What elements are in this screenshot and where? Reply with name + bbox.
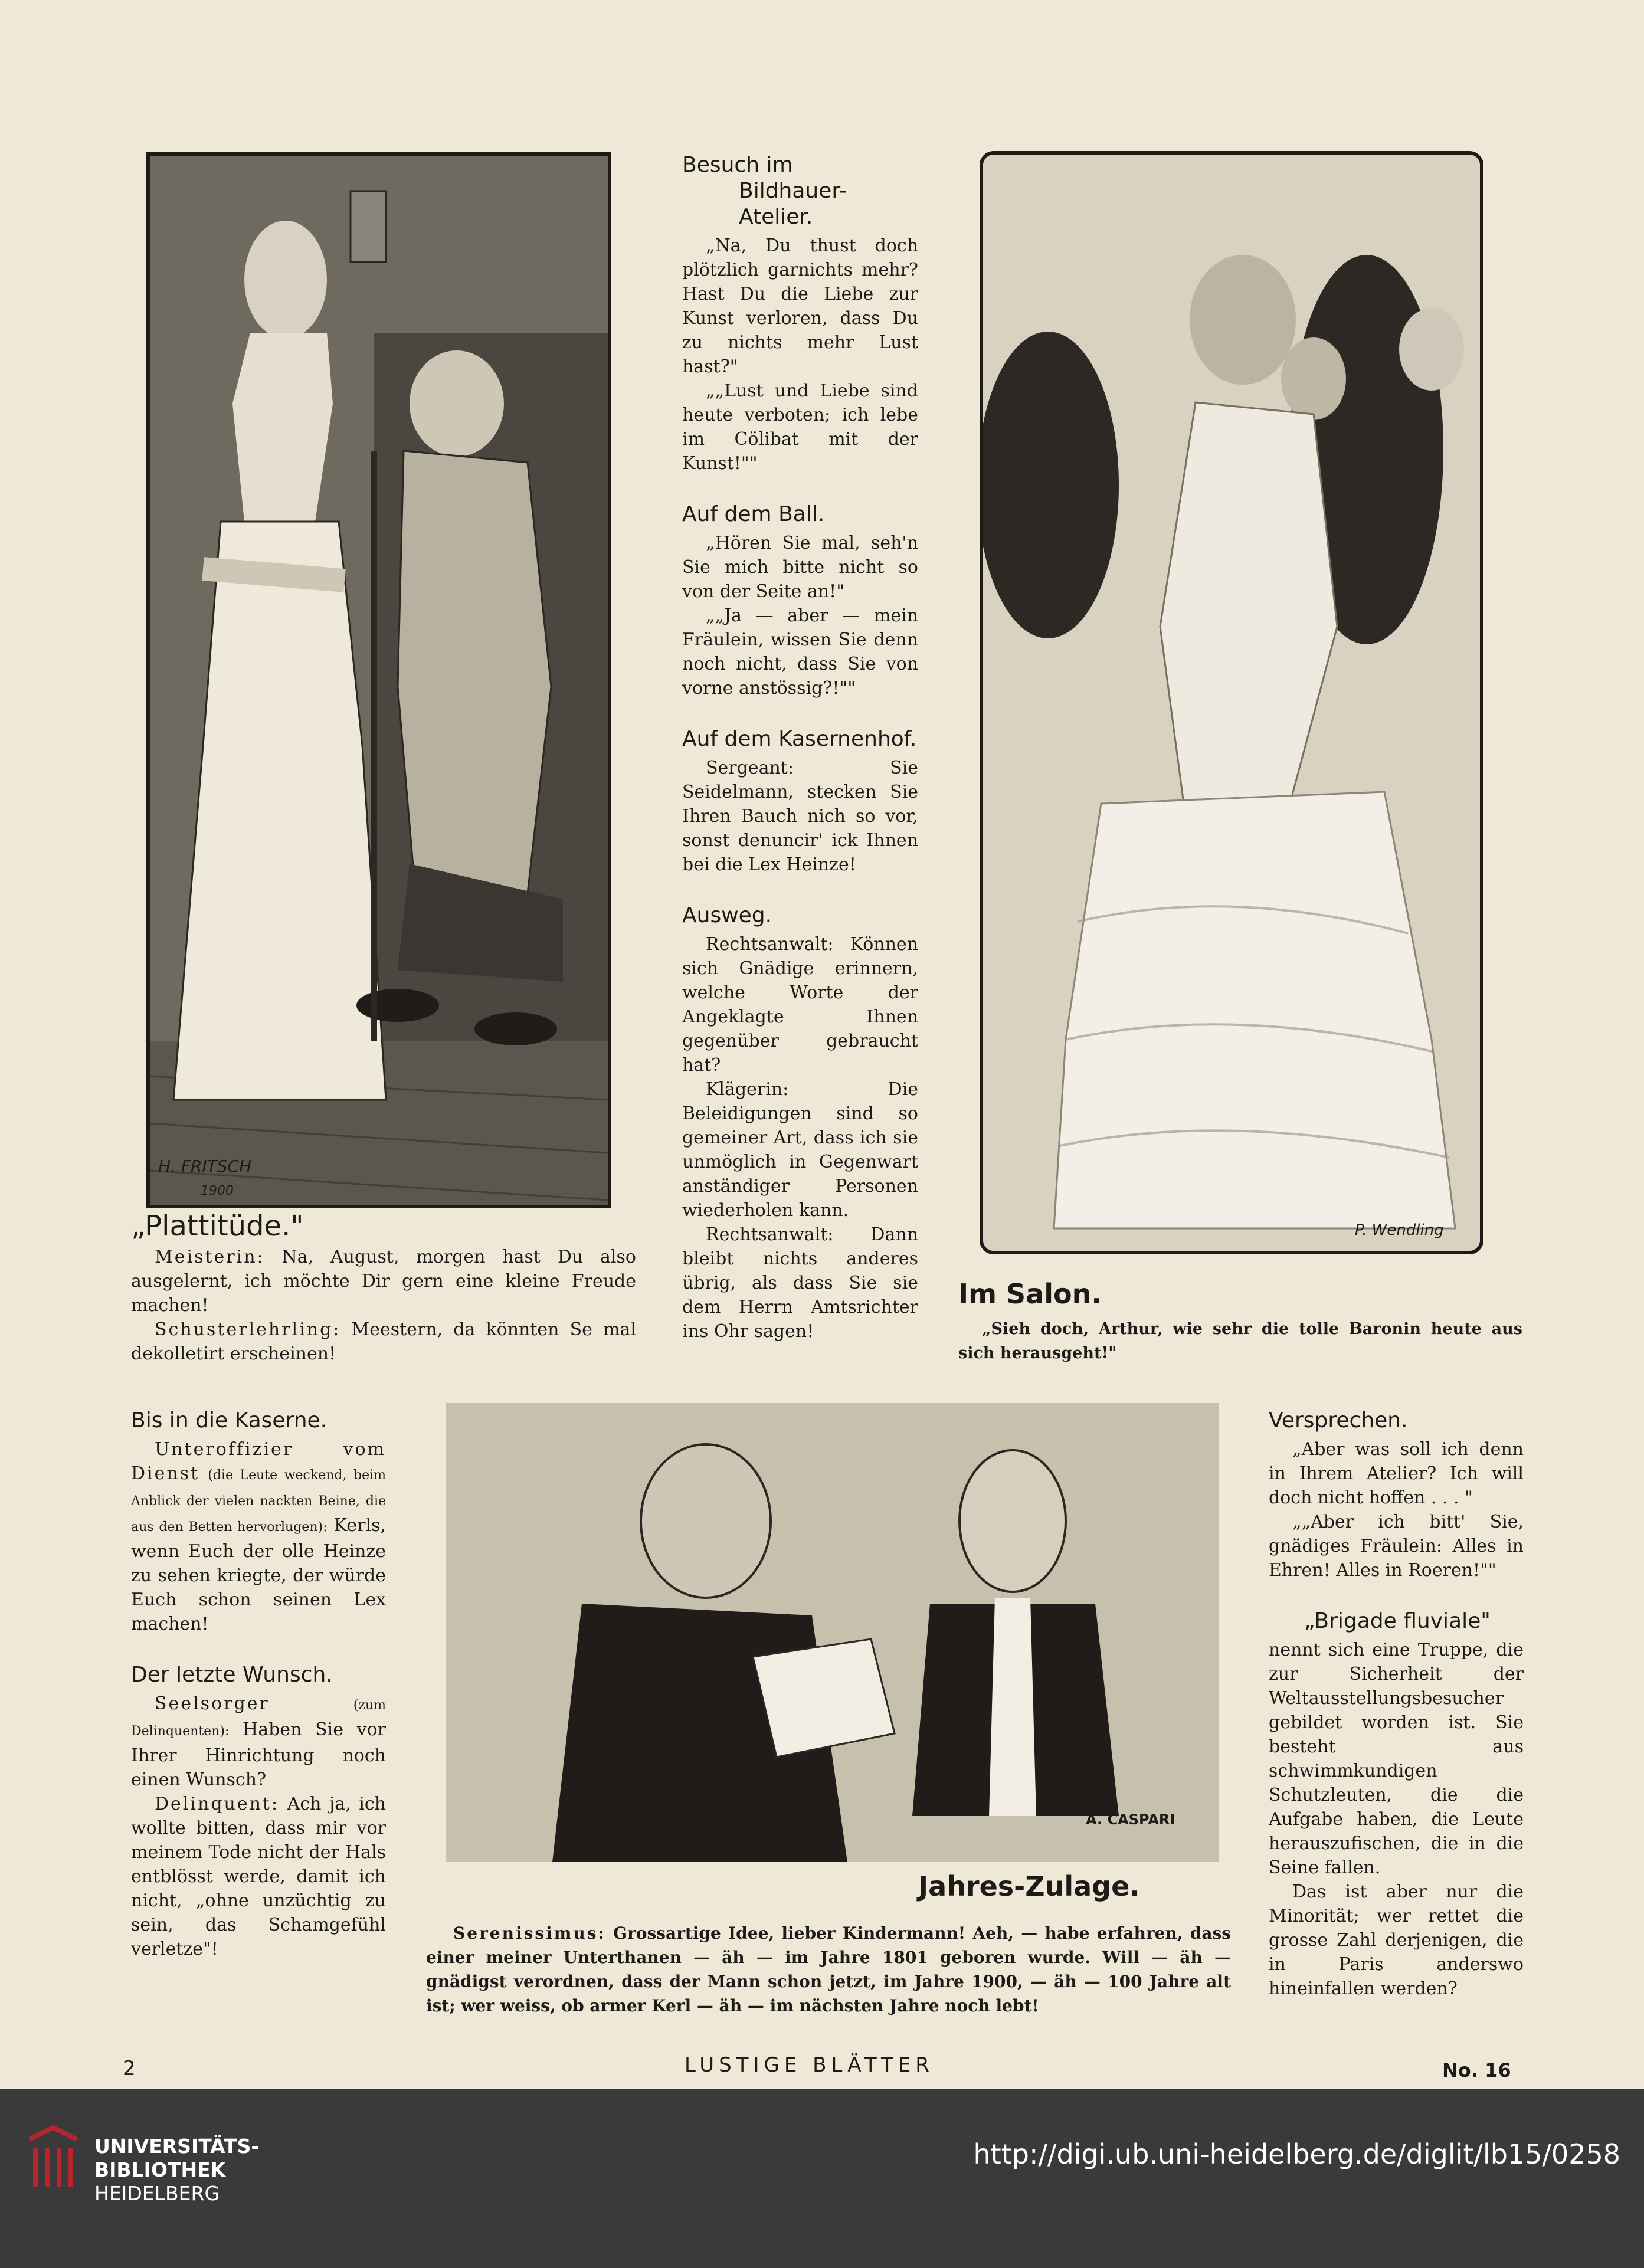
library-name-line-1: UNIVERSITÄTS- — [94, 2135, 260, 2158]
library-logo-icon[interactable] — [24, 2122, 83, 2192]
line-delinquent: Ach ja, ich wollte bitten, dass mir vor meinem Tode nicht der Hals entblösst werde, damit ich nicht, „ohne unzüchtig zu sein, das Schamgefühl verletze"! — [131, 1794, 386, 1959]
para-ausweg-1: Rechtsanwalt: Können sich Gnädige erinnern, welche Worte der Angeklagte Ihnen gegenüber gebraucht hat? — [682, 934, 918, 1076]
speaker-unteroffizier: Unteroffizier vom Dienst — [131, 1439, 386, 1484]
signature-caspari: A. CASPARI — [1086, 1811, 1175, 1828]
aside-seelsorger: (zum Delinquenten): — [131, 1698, 386, 1739]
signature-fritsch: H. FRITSCH — [158, 1156, 252, 1176]
para-besuch-1: „Na, Du thust doch plötzlich garnichts mehr? Hast Du die Liebe zur Kunst verloren, dass Du zu nichts mehr Lust hast?" — [682, 235, 918, 377]
signature-year: 1900 — [201, 1184, 234, 1198]
caption-plattituede — [131, 1245, 636, 1366]
illustration-im-salon-drawing — [983, 155, 1480, 1251]
heading-ausweg: Ausweg. — [682, 903, 772, 927]
para-ball-1: „Hören Sie mal, seh'n Sie mich bitte nicht so von der Seite an!" — [682, 533, 918, 602]
journal-name: LUSTIGE BLÄTTER — [685, 2053, 934, 2077]
caption-para-1 — [131, 1245, 636, 1317]
line-seelsorger: Haben Sie vor Ihrer Hinrichtung noch einen Wunsch? — [131, 1719, 386, 1790]
para-kasernenhof-1: Sergeant: Sie Seidelmann, stecken Sie Ihren Bauch nich so vor, sonst denuncir' ick Ihnen bei die Lex Heinze! — [682, 758, 918, 875]
heading-kaserne: Bis in die Kaserne. — [131, 1408, 328, 1433]
heading-bildhauer: Bildhauer-Atelier. — [739, 179, 847, 229]
illustration-jahres-zulage-drawing — [446, 1403, 1219, 1862]
title-im-salon: Im Salon. — [958, 1278, 1102, 1310]
caption-jahres-zulage — [426, 1921, 1231, 2018]
library-name-line-3: HEIDELBERG — [94, 2182, 220, 2205]
line-unteroffizier: Kerls, wenn Euch der olle Heinze zu sehen kriegte, der würde Euch schon seinen Lex machen! — [131, 1515, 387, 1634]
para-wunsch-2 — [131, 1792, 386, 1961]
para-wunsch-1 — [131, 1692, 386, 1792]
heading-letzter-wunsch: Der letzte Wunsch. — [131, 1663, 333, 1687]
line-schusterlehrling: Meestern, da könnten Se mal dekolletirt erscheinen! — [131, 1319, 636, 1364]
heading-ball: Auf dem Ball. — [682, 502, 825, 526]
illustration-plattituede — [146, 152, 611, 1208]
heading-kasernenhof: Auf dem Kasernenhof. — [682, 727, 917, 751]
aside-unteroffizier: (die Leute weckend, beim Anblick der vielen nackten Beine, die aus den Betten hervorlugen): — [131, 1468, 386, 1535]
heading-versprechen: Versprechen. — [1269, 1408, 1408, 1433]
issue-number: No. 16 — [1442, 2059, 1511, 2082]
heading-brigade-fluviale: „Brigade fluviale" — [1304, 1609, 1491, 1633]
permalink-url[interactable]: http://digi.ub.uni-heidelberg.de/diglit/lb15/0258 — [973, 2138, 1620, 2170]
library-name[interactable] — [94, 2135, 259, 2205]
para-ausweg-2: Klägerin: Die Beleidigungen sind so gemeiner Art, dass ich sie unmöglich in Gegenwart anständiger Personen wiederholen kann. — [682, 1079, 918, 1221]
speaker-seelsorger: Seelsorger — [155, 1693, 270, 1714]
illustration-im-salon — [980, 151, 1483, 1254]
speaker-meisterin: Meisterin: — [155, 1247, 265, 1267]
para-besuch-2: „„Lust und Liebe sind heute verboten; ich lebe im Cölibat mit der Kunst!"" — [682, 381, 918, 474]
bottom-right-column — [1269, 1408, 1524, 2001]
para-versprechen-1: „Aber was soll ich denn in Ihrem Atelier? Ich will doch nicht hoffen . . . " — [1269, 1439, 1524, 1508]
para-ball-2: „„Ja — aber — mein Fräulein, wissen Sie denn noch nicht, dass Sie von vorne anstössig?!"" — [682, 605, 918, 699]
illustration-jahres-zulage — [446, 1403, 1219, 1862]
speaker-delinquent: Delinquent: — [155, 1794, 280, 1814]
bottom-left-column — [131, 1408, 386, 1961]
signature-wendling: P. Wendling — [1355, 1221, 1444, 1239]
illustration-plattituede-drawing — [150, 156, 608, 1205]
title-plattituede: „Plattitüde." — [131, 1210, 304, 1243]
para-brigade-2: Das ist aber nur die Minorität; wer rettet die grosse Zahl derjenigen, die in Paris anderswo hineinfallen werden? — [1269, 1882, 1524, 1999]
line-meisterin: Na, August, morgen hast Du also ausgelernt, ich möchte Dir gern eine kleine Freude machen! — [131, 1247, 636, 1316]
speaker-schusterlehrling: Schusterlehrling: — [155, 1319, 341, 1340]
page-number: 2 — [123, 2057, 136, 2080]
text-serenissimus: Grossartige Idee, lieber Kindermann! Aeh, — habe erfahren, dass einer meiner Unterthanen — äh — im Jahre 1801 geboren wurde. Will — äh — gnädigst verordnen, dass der Mann schon jetzt, im Jahre 1900, — äh — 100 Jahre alt ist; wer weiss, ob armer Kerl — äh — im nächsten Jahre noch lebt! — [426, 1923, 1231, 2015]
para-versprechen-2: „„Aber ich bitt' Sie, gnädiges Fräulein: Alles in Ehren! Alles in Roeren!"" — [1269, 1512, 1524, 1581]
speaker-serenissimus: Serenissimus: — [453, 1923, 606, 1943]
title-jahres-zulage: Jahres-Zulage. — [918, 1870, 1140, 1902]
caption-im-salon: „Sieh doch, Arthur, wie sehr die tolle Baronin heute aus sich herausgeht!" — [958, 1320, 1522, 1362]
caption-para-2 — [131, 1317, 636, 1366]
heading-besuch: Besuch im — [682, 153, 793, 177]
para-ausweg-3: Rechtsanwalt: Dann bleibt nichts anderes übrig, als dass Sie sie dem Herrn Amtsrichter ins Ohr sagen! — [682, 1224, 918, 1342]
library-name-line-2: BIBLIOTHEK — [94, 2158, 226, 2181]
para-brigade-1: nennt sich eine Truppe, die zur Sicherheit der Weltausstellungsbesucher gebildet worden ist. Sie besteht aus schwimmkundigen Schutzleuten, die die Aufgabe haben, die Leute herauszufischen, die in die Seine fallen. — [1269, 1640, 1524, 1878]
middle-column — [682, 152, 918, 1343]
para-kaserne — [131, 1437, 386, 1636]
